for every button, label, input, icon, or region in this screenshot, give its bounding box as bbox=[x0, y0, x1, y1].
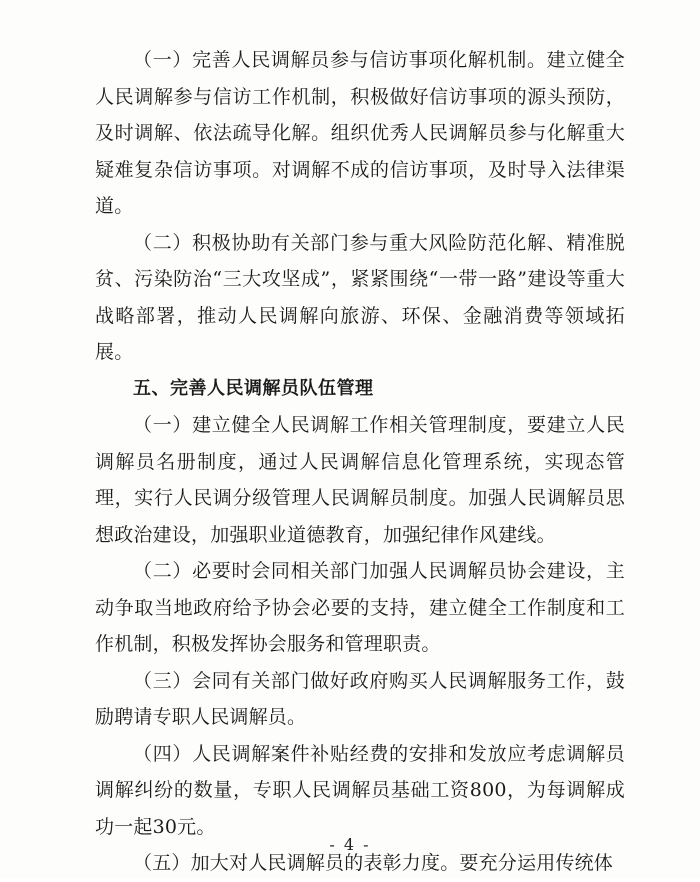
paragraph-management-system: （一）建立健全人民调解工作相关管理制度，要建立人民调解员名册制度，通过人民调解信息化管理系统，实现态管理，实行人民调分级管理人民调解员制度。加强人民调解员思想政治建设，加强职业道德教育，加强纪律作风建线。 bbox=[95, 414, 625, 546]
paragraph-mediation-petition: （一）完善人民调解员参与信访事项化解机制。建立健全人民调解参与信访工作机制，积极做好信访事项的源头预防，及时调解、依法疏导化解。组织优秀人民调解员参与化解重大疑难复杂信访事项。对调解不成的信访事项，及时导入法律渠道。 bbox=[95, 49, 625, 217]
paragraph-commendation: （五）加大对人民调解员的表彰力度。要充分运用传统体 bbox=[133, 852, 614, 874]
section-heading: 五、完善人民调解员队伍管理 bbox=[133, 377, 374, 399]
page-number: - 4 - bbox=[329, 835, 371, 854]
paragraph-risk-prevention: （二）积极协助有关部门参与重大风险防范化解、精准脱贫、污染防治“三大攻坚成”，紧紧围绕“一带一路”建设等重大战略部署，推动人民调解向旅游、环保、金融消费等领域拓展。 bbox=[95, 231, 625, 363]
paragraph-subsidy: （四）人民调解案件补贴经费的安排和发放应考虑调解员调解纠纷的数量，专职人民调解员基础工资800，为每调解成功一起30元。 bbox=[95, 742, 625, 838]
paragraph-government-purchase: （三）会同有关部门做好政府购买人民调解服务工作，鼓励聘请专职人民调解员。 bbox=[95, 669, 625, 728]
paragraph-association: （二）必要时会同相关部门加强人民调解员协会建设，主动争取当地政府给予协会必要的支持，建立健全工作制度和工作机制，积极发挥协会服务和管理职责。 bbox=[95, 560, 625, 655]
document-body bbox=[95, 42, 625, 882]
